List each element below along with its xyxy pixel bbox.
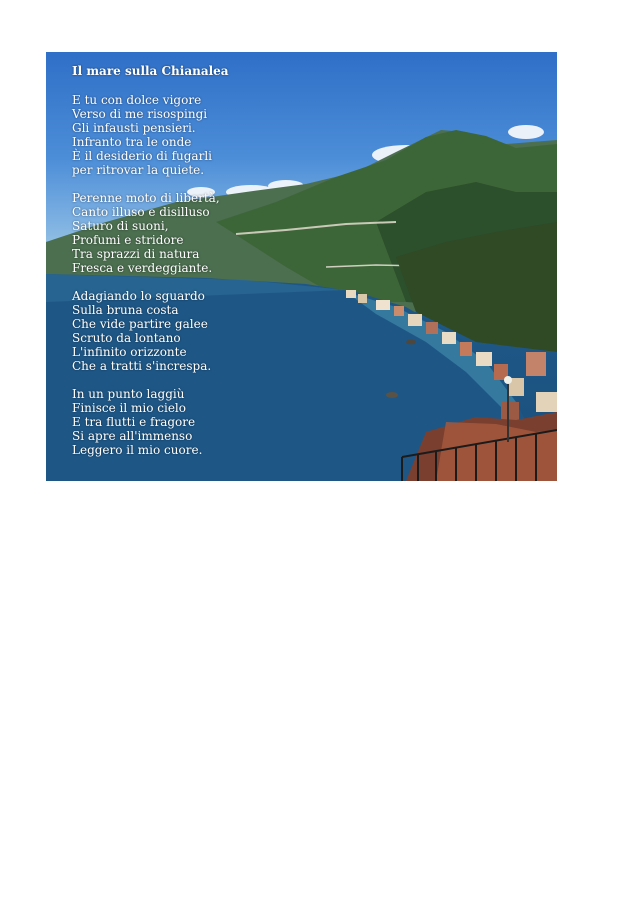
poem [72,64,332,471]
verse: È il desiderio di fugarli [72,149,212,163]
poem-title: Il mare sulla Chianalea [72,64,229,78]
verse: In un punto laggiù [72,387,185,401]
verse: Sulla bruna costa [72,303,179,317]
verse: Si apre all'immenso [72,429,193,443]
verse: Gli infausti pensieri. [72,121,196,135]
verse: Adagiando lo sguardo [72,289,205,303]
verse: Finisce il mio cielo [72,401,186,415]
poem-poster [46,52,557,481]
verse: Profumi e stridore [72,233,184,247]
verse: E tra flutti e fragore [72,415,196,429]
verse: L'infinito orizzonte [72,345,187,359]
verse: Leggero il mio cuore. [72,443,203,457]
verse: Infranto tra le onde [72,135,192,149]
stanza-3 [72,289,332,373]
verse: Fresca e verdeggiante. [72,261,213,275]
verse: Canto illuso e disilluso [72,205,210,219]
verse: Scruto da lontano [72,331,181,345]
verse: E tu con dolce vigore [72,93,202,107]
verse: Verso di me risospingi [72,107,208,121]
verse: Perenne moto di libertà, [72,191,220,205]
stanza-4 [72,387,332,457]
verse: Che vide partire galee [72,317,208,331]
verse: Saturo di suoni, [72,219,169,233]
verse: Tra sprazzi di natura [72,247,200,261]
stanza-2 [72,191,332,275]
verse: per ritrovar la quiete. [72,163,205,177]
verse: Che a tratti s'increspa. [72,359,212,373]
stanza-1 [72,93,332,177]
